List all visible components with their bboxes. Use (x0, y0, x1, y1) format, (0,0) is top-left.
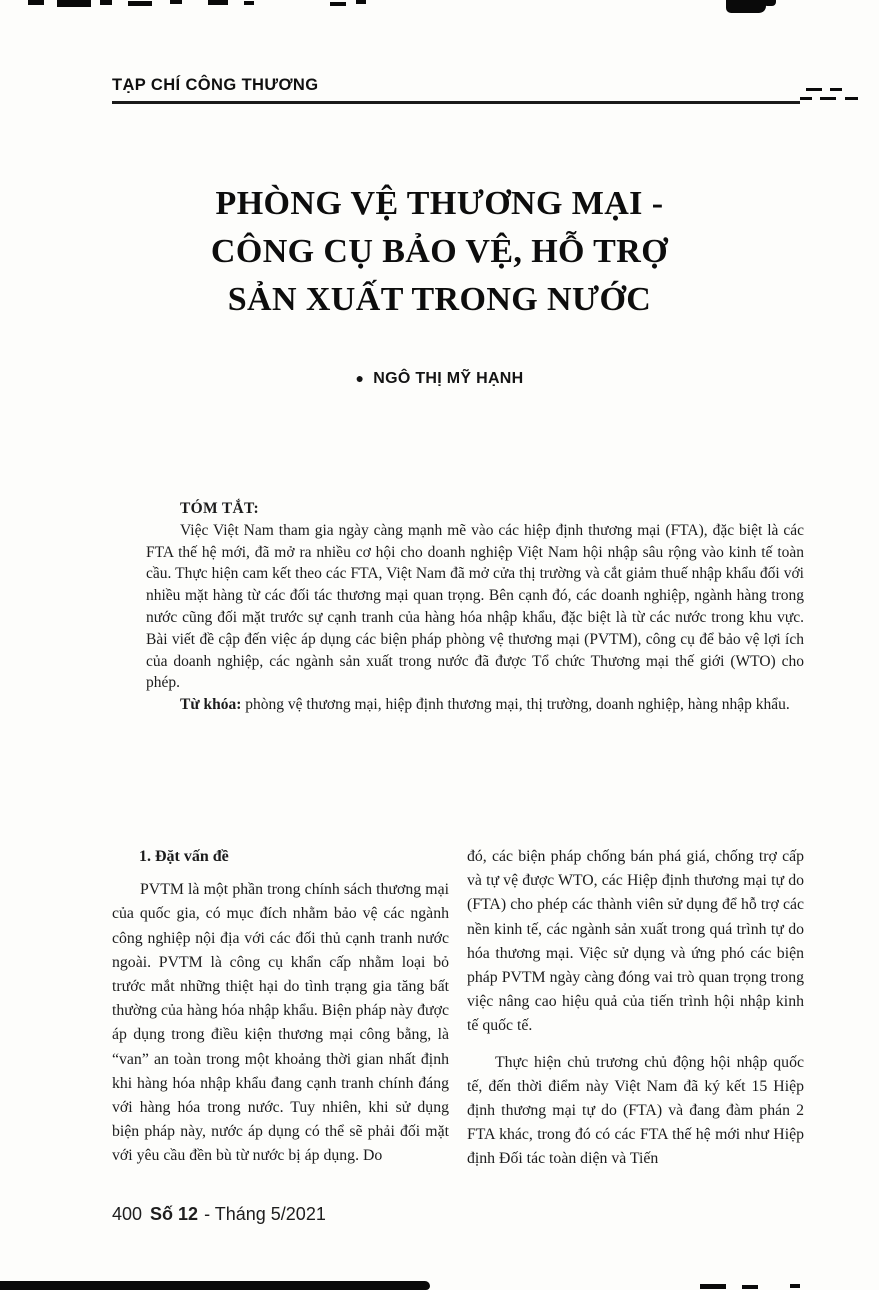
scan-artifact (845, 97, 858, 100)
body-paragraph: Thực hiện chủ trương chủ động hội nhập quốc tế, đến thời điểm này Việt Nam đã ký kết 15 Hiệp định thương mại tự do (FTA) và đang đàm phán 2 FTA khác, trong đó có các FTA thế hệ mới như Hiệp định Đối tác toàn diện và Tiến (467, 1053, 804, 1168)
scan-artifact (820, 97, 836, 100)
scan-artifact (764, 0, 776, 6)
scan-artifact (208, 0, 228, 5)
body-column-right (467, 845, 804, 1172)
scan-artifact (700, 1284, 726, 1289)
body-paragraph: đó, các biện pháp chống bán phá giá, chống trợ cấp và tự vệ được WTO, các Hiệp định thương mại tự do (FTA) cho phép các thành viên sử dụng để hỗ trợ các nền kinh tế, các ngành sản xuất trong quá trình tự do hóa thương mại. Việc sử dụng và ứng phó các biện pháp PVTM ngày càng đóng vai trò quan trọng trong việc nâng cao hiệu quả của tiến trình hội nhập kinh tế quốc tế. (467, 848, 804, 1035)
scan-artifact (57, 0, 91, 7)
scan-artifact (742, 1285, 758, 1289)
keywords-label: Từ khóa: (180, 696, 242, 714)
author-line (0, 370, 879, 388)
article-title-line-3: SẢN XUẤT TRONG NƯỚC (227, 281, 652, 318)
keywords-text: phòng vệ thương mại, hiệp định thương mại, thị trường, doanh nghiệp, hàng nhập khẩu. (241, 696, 790, 714)
abstract-section (146, 498, 804, 716)
page-number: 400 (112, 1204, 143, 1224)
body-paragraph: PVTM là một phần trong chính sách thương mại của quốc gia, có mục đích nhằm bảo vệ các ngành công nghiệp nội địa với các đối thủ cạnh tranh nước ngoài. PVTM là công cụ khẩn cấp nhằm loại bỏ trước mắt những thiệt hại do tình trạng gia tăng bất thường của hàng hóa nhập khẩu. Biện pháp này được áp dụng trong điều kiện thương mại công bằng, là “van” an toàn trong một khoảng thời gian nhất định khi hàng hóa nhập khẩu đang cạnh tranh chính đáng với hàng hóa trong nước. Tuy nhiên, khi sử dụng biện pháp này, nước áp dụng có thể sẽ phải đối mặt với yêu cầu đền bù từ nước bị áp dụng. Do (112, 881, 449, 1165)
scan-artifact (330, 2, 346, 6)
keywords-line (146, 694, 804, 716)
scan-artifact (100, 0, 112, 5)
scan-artifact (128, 1, 152, 6)
scan-artifact (28, 0, 44, 5)
article-title-line-2: CÔNG CỤ BẢO VỆ, HỖ TRỢ (210, 233, 669, 270)
article-body (112, 845, 804, 1172)
body-column-left (112, 845, 449, 1172)
bullet-icon: ● (355, 370, 365, 386)
scan-artifact (726, 0, 766, 13)
article-title (0, 180, 879, 324)
scan-artifact (0, 1281, 430, 1290)
header-rule (112, 101, 800, 104)
page-footer (112, 1204, 326, 1225)
journal-name: TẠP CHÍ CÔNG THƯƠNG (112, 76, 319, 94)
scan-artifact (790, 1284, 800, 1288)
scan-artifact (356, 0, 366, 4)
issue-label: Số 12 (150, 1204, 199, 1224)
article-title-line-1: PHÒNG VỆ THƯƠNG MẠI - (215, 185, 664, 222)
scan-artifact (830, 88, 842, 91)
issue-date: - Tháng 5/2021 (204, 1204, 326, 1224)
abstract-heading: TÓM TẮT: (180, 500, 259, 517)
scan-artifact (244, 1, 254, 5)
section-heading: 1. Đặt vấn đề (139, 848, 229, 865)
author-name: NGÔ THỊ MỸ HẠNH (373, 370, 524, 387)
scan-artifact (806, 88, 822, 91)
abstract-text: Việc Việt Nam tham gia ngày càng mạnh mẽ vào các hiệp định thương mại (FTA), đặc biệt là các FTA thế hệ mới, đã mở ra nhiều cơ hội cho doanh nghiệp Việt Nam hội nhập sâu rộng vào kinh tế toàn cầu. Thực hiện cam kết theo các FTA, Việt Nam đã mở cửa thị trường và cắt giảm thuế nhập khẩu đối với nhiều mặt hàng từ các đối tác thương mại quan trọng. Bên cạnh đó, các doanh nghiệp, ngành hàng trong nước cũng đối mặt trước sự cạnh tranh của hàng hóa nhập khẩu, đặc biệt là từ các nước trong khu vực. Bài viết đề cập đến việc áp dụng các biện pháp phòng vệ thương mại (PVTM), công cụ để bảo vệ lợi ích của doanh nghiệp, các ngành sản xuất trong nước đã được Tổ chức Thương mại thế giới (WTO) cho phép. (146, 521, 804, 692)
scan-artifact (800, 97, 812, 100)
scan-artifact (170, 0, 182, 4)
